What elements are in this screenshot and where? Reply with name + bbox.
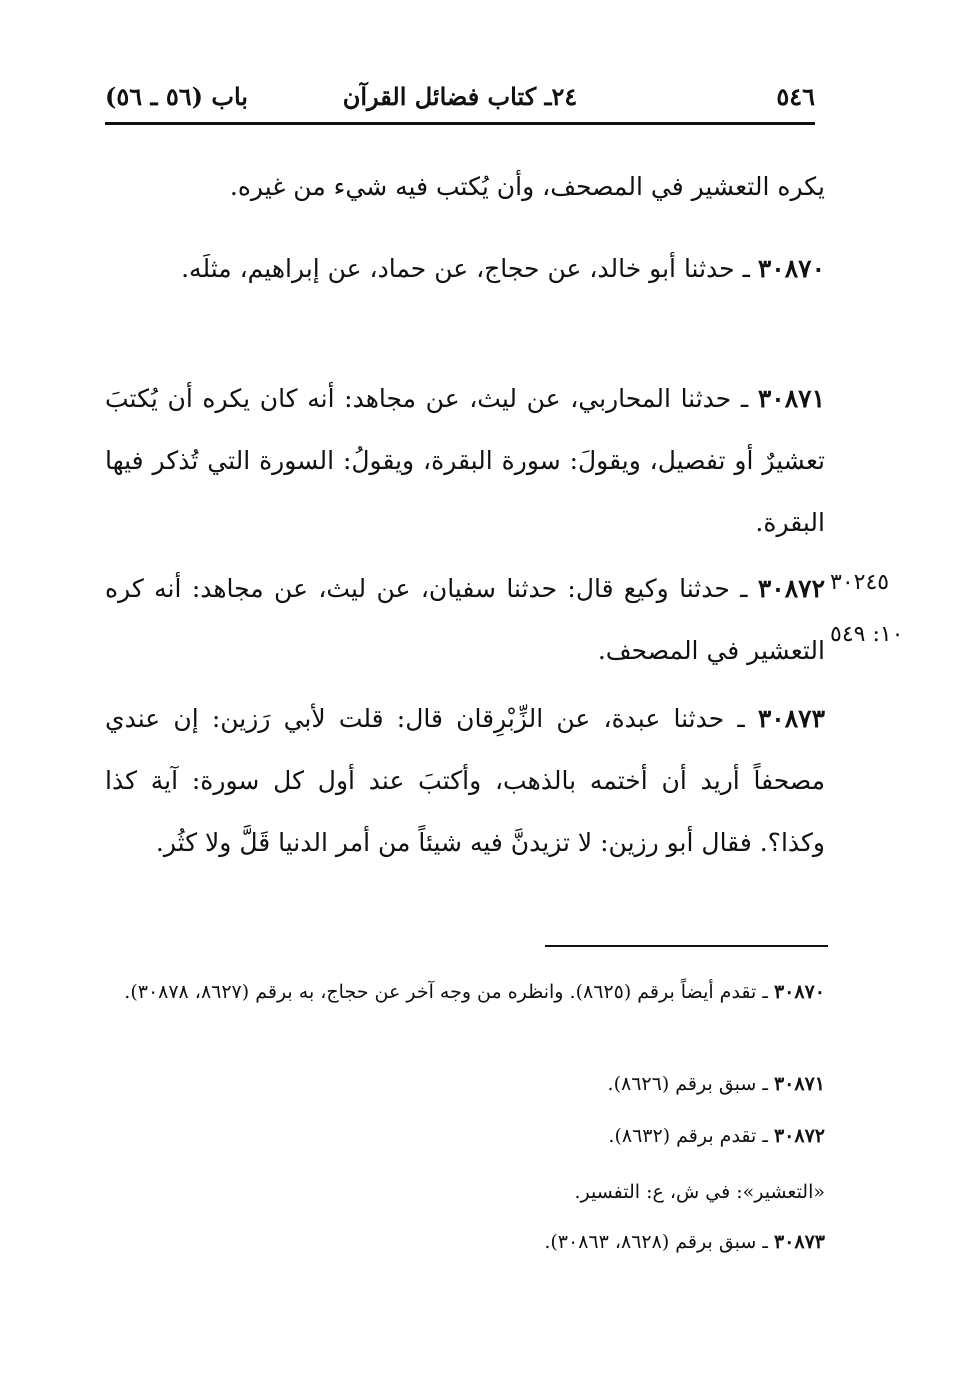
footnote-text: ـ سبق برقم (٨٦٢٦).: [607, 1073, 774, 1095]
header-rule: [105, 122, 815, 125]
footnote-number: ٣٠٨٧٢: [773, 1125, 825, 1147]
page-header: [105, 78, 815, 120]
chapter-range: باب (٥٦ ـ ٥٦): [105, 82, 248, 111]
footnote-30873: [105, 1222, 825, 1262]
page-number: ٥٤٦: [776, 82, 815, 111]
paragraph-text: يكره التعشير في المصحف، وأن يُكتب فيه شيء من غيره.: [229, 172, 825, 201]
footnote-text: ـ تقدم برقم (٨٦٣٢).: [608, 1125, 774, 1147]
footnote-text: «التعشير»: في ش، ع: التفسير.: [574, 1181, 825, 1203]
book-title: ٢٤ـ كتاب فضائل القرآن: [342, 82, 578, 111]
paragraph-30872: [105, 558, 825, 682]
paragraph-30873: [105, 688, 825, 874]
footnote-30871: [105, 1064, 825, 1104]
paragraph-text: ـ حدثنا عبدة، عن الزِّبْرِقان قال: قلت لأبي رَزين: إن عندي مصحفاً أريد أن أختمه بالذهب، وأكتبَ عند أول كل سورة: آية كذا وكذا؟. فقال أبو رزين: لا تزيدنَّ فيه شيئاً من أمر الدنيا قَلَّ ولا كثُر.: [105, 704, 825, 857]
paragraph-text: ـ حدثنا أبو خالد، عن حجاج، عن حماد، عن إبراهيم، مثلَه.: [181, 254, 758, 283]
hadith-number: ٣٠٨٧٢: [757, 574, 825, 603]
paragraph-30870: [105, 238, 825, 300]
paragraph-text: ـ حدثنا وكيع قال: حدثنا سفيان، عن ليث، عن مجاهد: أنه كره التعشير في المصحف.: [105, 574, 825, 665]
margin-note-reference: ٣٠٢٤٥: [830, 570, 890, 595]
footnote-rule: [545, 945, 828, 947]
margin-note-volume-page: ١٠: ٥٤٩: [830, 622, 904, 647]
footnote-text: ـ تقدم أيضاً برقم (٨٦٢٥). وانظره من وجه آخر عن حجاج، به برقم (٨٦٢٧، ٣٠٨٧٨).: [124, 981, 774, 1003]
footnote-text: ـ سبق برقم (٨٦٢٨، ٣٠٨٦٣).: [544, 1231, 774, 1253]
footnote-30870: [105, 972, 825, 1012]
paragraph-intro: [105, 156, 825, 218]
hadith-number: ٣٠٨٧٣: [757, 704, 825, 733]
hadith-number: ٣٠٨٧١: [757, 384, 825, 413]
footnote-30872: [105, 1116, 825, 1156]
hadith-number: ٣٠٨٧٠: [757, 254, 825, 283]
footnote-number: ٣٠٨٧٠: [773, 981, 825, 1003]
footnote-number: ٣٠٨٧٣: [773, 1231, 825, 1253]
footnote-tashir: [105, 1172, 825, 1212]
paragraph-30871: [105, 368, 825, 554]
footnote-number: ٣٠٨٧١: [773, 1073, 825, 1095]
paragraph-text: ـ حدثنا المحاربي، عن ليث، عن مجاهد: أنه كان يكره أن يُكتبَ تعشيرٌ أو تفصيل، ويقولَ: سورة البقرة، ويقولُ: السورة التي تُذكر فيها البقرة.: [105, 384, 825, 537]
